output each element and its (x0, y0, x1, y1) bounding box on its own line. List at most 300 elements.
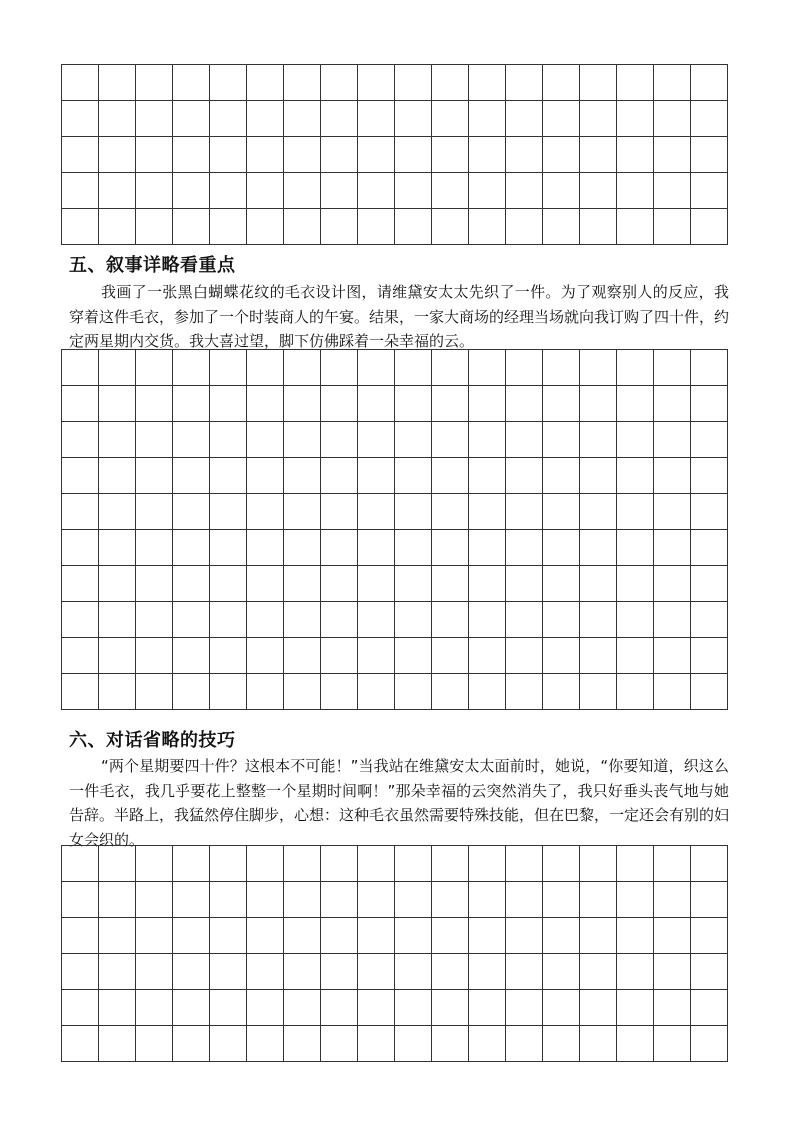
grid-cell[interactable] (506, 602, 543, 638)
grid-cell[interactable] (506, 137, 543, 173)
grid-cell[interactable] (543, 530, 580, 566)
grid-cell[interactable] (543, 918, 580, 954)
grid-cell[interactable] (99, 209, 136, 245)
grid-cell[interactable] (432, 990, 469, 1026)
grid-cell[interactable] (506, 1026, 543, 1062)
grid-cell[interactable] (395, 990, 432, 1026)
grid-cell[interactable] (543, 458, 580, 494)
grid-cell[interactable] (395, 918, 432, 954)
grid-cell[interactable] (506, 530, 543, 566)
grid-cell[interactable] (247, 101, 284, 137)
grid-cell[interactable] (210, 954, 247, 990)
grid-cell[interactable] (469, 882, 506, 918)
grid-cell[interactable] (469, 350, 506, 386)
grid-cell[interactable] (321, 566, 358, 602)
grid-cell[interactable] (543, 173, 580, 209)
grid-cell[interactable] (136, 674, 173, 710)
grid-cell[interactable] (543, 846, 580, 882)
grid-cell[interactable] (284, 602, 321, 638)
grid-cell[interactable] (395, 386, 432, 422)
grid-cell[interactable] (506, 882, 543, 918)
grid-cell[interactable] (210, 674, 247, 710)
grid-cell[interactable] (580, 65, 617, 101)
grid-cell[interactable] (321, 494, 358, 530)
grid-cell[interactable] (617, 65, 654, 101)
grid-cell[interactable] (543, 882, 580, 918)
grid-cell[interactable] (506, 954, 543, 990)
grid-cell[interactable] (321, 954, 358, 990)
grid-cell[interactable] (543, 209, 580, 245)
grid-cell[interactable] (395, 209, 432, 245)
grid-cell[interactable] (469, 954, 506, 990)
grid-cell[interactable] (395, 65, 432, 101)
grid-cell[interactable] (99, 602, 136, 638)
grid-cell[interactable] (395, 101, 432, 137)
grid-cell[interactable] (543, 65, 580, 101)
grid-cell[interactable] (62, 209, 99, 245)
grid-cell[interactable] (99, 137, 136, 173)
grid-cell[interactable] (469, 566, 506, 602)
grid-cell[interactable] (469, 1026, 506, 1062)
grid-cell[interactable] (654, 602, 691, 638)
grid-cell[interactable] (358, 990, 395, 1026)
grid-cell[interactable] (321, 65, 358, 101)
grid-cell[interactable] (173, 494, 210, 530)
grid-cell[interactable] (506, 566, 543, 602)
grid-cell[interactable] (136, 530, 173, 566)
grid-cell[interactable] (247, 458, 284, 494)
grid-cell[interactable] (358, 882, 395, 918)
grid-cell[interactable] (617, 602, 654, 638)
grid-cell[interactable] (469, 386, 506, 422)
grid-cell[interactable] (580, 846, 617, 882)
grid-cell[interactable] (136, 846, 173, 882)
grid-cell[interactable] (210, 101, 247, 137)
grid-cell[interactable] (173, 65, 210, 101)
grid-cell[interactable] (432, 882, 469, 918)
grid-cell[interactable] (580, 954, 617, 990)
grid-cell[interactable] (617, 422, 654, 458)
grid-cell[interactable] (173, 954, 210, 990)
grid-cell[interactable] (136, 918, 173, 954)
grid-cell[interactable] (210, 566, 247, 602)
grid-cell[interactable] (284, 458, 321, 494)
grid-cell[interactable] (654, 350, 691, 386)
grid-cell[interactable] (136, 173, 173, 209)
grid-cell[interactable] (284, 137, 321, 173)
grid-cell[interactable] (321, 1026, 358, 1062)
grid-cell[interactable] (210, 882, 247, 918)
grid-cell[interactable] (617, 674, 654, 710)
grid-cell[interactable] (284, 1026, 321, 1062)
grid-cell[interactable] (62, 566, 99, 602)
grid-cell[interactable] (210, 918, 247, 954)
grid-cell[interactable] (62, 638, 99, 674)
grid-cell[interactable] (210, 638, 247, 674)
grid-cell[interactable] (210, 458, 247, 494)
grid-cell[interactable] (136, 137, 173, 173)
grid-cell[interactable] (395, 137, 432, 173)
grid-cell[interactable] (580, 494, 617, 530)
grid-cell[interactable] (395, 173, 432, 209)
grid-cell[interactable] (469, 638, 506, 674)
grid-cell[interactable] (543, 101, 580, 137)
grid-cell[interactable] (173, 422, 210, 458)
grid-cell[interactable] (432, 173, 469, 209)
grid-cell[interactable] (580, 101, 617, 137)
grid-cell[interactable] (136, 954, 173, 990)
grid-cell[interactable] (321, 137, 358, 173)
grid-cell[interactable] (617, 173, 654, 209)
grid-cell[interactable] (432, 101, 469, 137)
grid-cell[interactable] (62, 882, 99, 918)
grid-cell[interactable] (284, 918, 321, 954)
grid-cell[interactable] (247, 173, 284, 209)
grid-cell[interactable] (432, 530, 469, 566)
grid-cell[interactable] (543, 1026, 580, 1062)
grid-cell[interactable] (395, 882, 432, 918)
grid-cell[interactable] (506, 990, 543, 1026)
grid-cell[interactable] (691, 566, 728, 602)
grid-cell[interactable] (284, 494, 321, 530)
grid-cell[interactable] (580, 990, 617, 1026)
grid-cell[interactable] (432, 846, 469, 882)
grid-cell[interactable] (358, 458, 395, 494)
grid-cell[interactable] (62, 173, 99, 209)
grid-cell[interactable] (284, 101, 321, 137)
grid-cell[interactable] (210, 494, 247, 530)
grid-cell[interactable] (432, 137, 469, 173)
grid-cell[interactable] (62, 350, 99, 386)
grid-cell[interactable] (284, 566, 321, 602)
grid-cell[interactable] (432, 918, 469, 954)
grid-cell[interactable] (247, 350, 284, 386)
grid-cell[interactable] (99, 882, 136, 918)
grid-cell[interactable] (284, 638, 321, 674)
grid-cell[interactable] (358, 422, 395, 458)
grid-cell[interactable] (432, 954, 469, 990)
grid-cell[interactable] (321, 990, 358, 1026)
grid-cell[interactable] (321, 386, 358, 422)
grid-cell[interactable] (173, 209, 210, 245)
grid-cell[interactable] (284, 530, 321, 566)
grid-cell[interactable] (136, 494, 173, 530)
grid-cell[interactable] (469, 173, 506, 209)
grid-cell[interactable] (173, 458, 210, 494)
grid-cell[interactable] (654, 674, 691, 710)
grid-cell[interactable] (543, 954, 580, 990)
grid-cell[interactable] (506, 674, 543, 710)
grid-cell[interactable] (617, 350, 654, 386)
grid-cell[interactable] (358, 846, 395, 882)
grid-cell[interactable] (284, 990, 321, 1026)
grid-cell[interactable] (247, 602, 284, 638)
grid-cell[interactable] (247, 209, 284, 245)
grid-cell[interactable] (173, 1026, 210, 1062)
grid-cell[interactable] (173, 990, 210, 1026)
grid-cell[interactable] (358, 494, 395, 530)
grid-cell[interactable] (247, 954, 284, 990)
grid-cell[interactable] (543, 674, 580, 710)
grid-cell[interactable] (691, 458, 728, 494)
grid-cell[interactable] (136, 1026, 173, 1062)
grid-cell[interactable] (432, 350, 469, 386)
grid-cell[interactable] (321, 422, 358, 458)
grid-cell[interactable] (654, 101, 691, 137)
grid-cell[interactable] (99, 674, 136, 710)
grid-cell[interactable] (395, 674, 432, 710)
grid-cell[interactable] (173, 101, 210, 137)
grid-cell[interactable] (284, 422, 321, 458)
grid-cell[interactable] (173, 918, 210, 954)
grid-cell[interactable] (617, 209, 654, 245)
grid-cell[interactable] (210, 846, 247, 882)
grid-cell[interactable] (506, 209, 543, 245)
grid-cell[interactable] (358, 918, 395, 954)
grid-cell[interactable] (99, 530, 136, 566)
grid-cell[interactable] (654, 918, 691, 954)
grid-cell[interactable] (247, 494, 284, 530)
grid-cell[interactable] (136, 386, 173, 422)
grid-cell[interactable] (62, 954, 99, 990)
grid-cell[interactable] (321, 638, 358, 674)
grid-cell[interactable] (358, 101, 395, 137)
grid-cell[interactable] (506, 638, 543, 674)
grid-cell[interactable] (247, 638, 284, 674)
grid-cell[interactable] (284, 674, 321, 710)
grid-cell[interactable] (284, 350, 321, 386)
grid-cell[interactable] (173, 566, 210, 602)
grid-cell[interactable] (358, 350, 395, 386)
grid-cell[interactable] (395, 530, 432, 566)
grid-cell[interactable] (617, 494, 654, 530)
grid-cell[interactable] (432, 386, 469, 422)
grid-cell[interactable] (358, 602, 395, 638)
grid-cell[interactable] (99, 386, 136, 422)
grid-cell[interactable] (654, 209, 691, 245)
grid-cell[interactable] (395, 1026, 432, 1062)
grid-cell[interactable] (210, 137, 247, 173)
grid-cell[interactable] (580, 918, 617, 954)
grid-cell[interactable] (136, 602, 173, 638)
grid-cell[interactable] (543, 566, 580, 602)
grid-cell[interactable] (358, 137, 395, 173)
grid-cell[interactable] (617, 954, 654, 990)
grid-cell[interactable] (210, 350, 247, 386)
grid-cell[interactable] (469, 918, 506, 954)
grid-cell[interactable] (543, 350, 580, 386)
grid-cell[interactable] (506, 101, 543, 137)
grid-cell[interactable] (691, 846, 728, 882)
grid-cell[interactable] (247, 422, 284, 458)
grid-cell[interactable] (321, 918, 358, 954)
grid-cell[interactable] (99, 918, 136, 954)
grid-cell[interactable] (321, 530, 358, 566)
grid-cell[interactable] (173, 173, 210, 209)
grid-cell[interactable] (654, 846, 691, 882)
grid-cell[interactable] (654, 566, 691, 602)
grid-cell[interactable] (432, 602, 469, 638)
grid-cell[interactable] (247, 386, 284, 422)
grid-cell[interactable] (247, 990, 284, 1026)
grid-cell[interactable] (99, 422, 136, 458)
grid-cell[interactable] (358, 638, 395, 674)
grid-cell[interactable] (506, 846, 543, 882)
grid-cell[interactable] (99, 494, 136, 530)
grid-cell[interactable] (210, 209, 247, 245)
grid-cell[interactable] (469, 65, 506, 101)
grid-cell[interactable] (580, 386, 617, 422)
grid-cell[interactable] (321, 101, 358, 137)
grid-cell[interactable] (617, 1026, 654, 1062)
grid-cell[interactable] (580, 422, 617, 458)
grid-cell[interactable] (210, 1026, 247, 1062)
grid-cell[interactable] (99, 638, 136, 674)
grid-cell[interactable] (617, 846, 654, 882)
grid-cell[interactable] (580, 173, 617, 209)
grid-cell[interactable] (62, 846, 99, 882)
grid-cell[interactable] (691, 530, 728, 566)
grid-cell[interactable] (99, 65, 136, 101)
grid-cell[interactable] (654, 1026, 691, 1062)
grid-cell[interactable] (469, 674, 506, 710)
grid-cell[interactable] (210, 386, 247, 422)
grid-cell[interactable] (358, 65, 395, 101)
grid-cell[interactable] (395, 954, 432, 990)
grid-cell[interactable] (543, 638, 580, 674)
grid-cell[interactable] (432, 1026, 469, 1062)
grid-cell[interactable] (284, 209, 321, 245)
grid-cell[interactable] (469, 494, 506, 530)
grid-cell[interactable] (432, 566, 469, 602)
grid-cell[interactable] (247, 882, 284, 918)
grid-cell[interactable] (395, 494, 432, 530)
grid-cell[interactable] (99, 458, 136, 494)
grid-cell[interactable] (506, 458, 543, 494)
grid-cell[interactable] (432, 638, 469, 674)
grid-cell[interactable] (136, 101, 173, 137)
grid-cell[interactable] (136, 638, 173, 674)
grid-cell[interactable] (654, 530, 691, 566)
grid-cell[interactable] (358, 954, 395, 990)
grid-cell[interactable] (247, 530, 284, 566)
grid-cell[interactable] (617, 137, 654, 173)
grid-cell[interactable] (654, 422, 691, 458)
grid-cell[interactable] (469, 846, 506, 882)
grid-cell[interactable] (136, 566, 173, 602)
grid-cell[interactable] (691, 386, 728, 422)
grid-cell[interactable] (99, 990, 136, 1026)
grid-cell[interactable] (284, 954, 321, 990)
grid-cell[interactable] (691, 1026, 728, 1062)
grid-cell[interactable] (62, 101, 99, 137)
grid-cell[interactable] (580, 674, 617, 710)
grid-cell[interactable] (62, 990, 99, 1026)
grid-cell[interactable] (395, 422, 432, 458)
grid-cell[interactable] (358, 566, 395, 602)
grid-cell[interactable] (654, 882, 691, 918)
grid-cell[interactable] (284, 173, 321, 209)
grid-cell[interactable] (580, 566, 617, 602)
grid-cell[interactable] (506, 173, 543, 209)
grid-cell[interactable] (173, 137, 210, 173)
grid-cell[interactable] (321, 674, 358, 710)
grid-cell[interactable] (358, 173, 395, 209)
grid-cell[interactable] (432, 422, 469, 458)
grid-cell[interactable] (506, 918, 543, 954)
grid-cell[interactable] (395, 846, 432, 882)
grid-cell[interactable] (506, 386, 543, 422)
grid-cell[interactable] (506, 350, 543, 386)
grid-cell[interactable] (136, 990, 173, 1026)
grid-cell[interactable] (691, 137, 728, 173)
grid-cell[interactable] (358, 530, 395, 566)
grid-cell[interactable] (99, 566, 136, 602)
grid-cell[interactable] (469, 137, 506, 173)
grid-cell[interactable] (506, 65, 543, 101)
grid-cell[interactable] (580, 137, 617, 173)
grid-cell[interactable] (136, 422, 173, 458)
grid-cell[interactable] (321, 350, 358, 386)
grid-cell[interactable] (432, 458, 469, 494)
grid-cell[interactable] (654, 954, 691, 990)
grid-cell[interactable] (247, 566, 284, 602)
grid-cell[interactable] (469, 530, 506, 566)
grid-cell[interactable] (136, 65, 173, 101)
grid-cell[interactable] (284, 386, 321, 422)
grid-cell[interactable] (543, 602, 580, 638)
grid-cell[interactable] (617, 990, 654, 1026)
grid-cell[interactable] (136, 458, 173, 494)
grid-cell[interactable] (691, 882, 728, 918)
grid-cell[interactable] (691, 674, 728, 710)
grid-cell[interactable] (543, 137, 580, 173)
grid-cell[interactable] (654, 386, 691, 422)
grid-cell[interactable] (432, 494, 469, 530)
grid-cell[interactable] (617, 530, 654, 566)
grid-cell[interactable] (617, 638, 654, 674)
grid-cell[interactable] (247, 846, 284, 882)
grid-cell[interactable] (321, 882, 358, 918)
grid-cell[interactable] (247, 137, 284, 173)
grid-cell[interactable] (173, 350, 210, 386)
grid-cell[interactable] (321, 846, 358, 882)
grid-cell[interactable] (321, 602, 358, 638)
grid-cell[interactable] (654, 137, 691, 173)
grid-cell[interactable] (62, 137, 99, 173)
grid-cell[interactable] (62, 422, 99, 458)
grid-cell[interactable] (247, 674, 284, 710)
grid-cell[interactable] (469, 602, 506, 638)
grid-cell[interactable] (62, 530, 99, 566)
grid-cell[interactable] (136, 882, 173, 918)
grid-cell[interactable] (284, 882, 321, 918)
grid-cell[interactable] (247, 1026, 284, 1062)
grid-cell[interactable] (99, 1026, 136, 1062)
grid-cell[interactable] (173, 846, 210, 882)
grid-cell[interactable] (432, 65, 469, 101)
grid-cell[interactable] (210, 530, 247, 566)
grid-cell[interactable] (99, 350, 136, 386)
grid-cell[interactable] (691, 918, 728, 954)
grid-cell[interactable] (617, 918, 654, 954)
grid-cell[interactable] (654, 173, 691, 209)
grid-cell[interactable] (210, 422, 247, 458)
grid-cell[interactable] (62, 1026, 99, 1062)
grid-cell[interactable] (136, 209, 173, 245)
grid-cell[interactable] (395, 350, 432, 386)
grid-cell[interactable] (469, 209, 506, 245)
